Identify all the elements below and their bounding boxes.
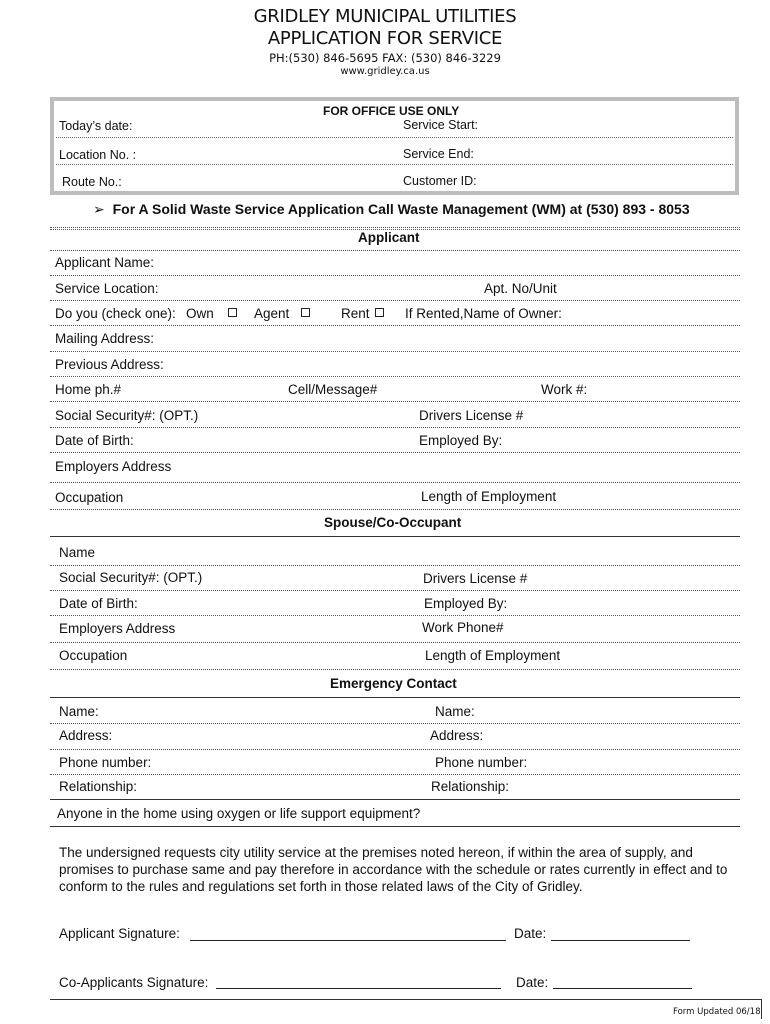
emergency-name-2-field[interactable]: Name: xyxy=(435,704,475,719)
spouse-dob-field[interactable]: Date of Birth: xyxy=(59,596,138,611)
cell-phone-field[interactable]: Cell/Message# xyxy=(288,382,378,397)
emergency-phone-2-field[interactable]: Phone number: xyxy=(435,755,528,770)
service-location-field[interactable]: Service Location: xyxy=(55,281,159,296)
drivers-license-field[interactable]: Drivers License # xyxy=(419,408,524,423)
previous-address-field[interactable]: Previous Address: xyxy=(55,357,164,372)
length-employment-field[interactable]: Length of Employment xyxy=(421,489,557,504)
emergency-address-1-field[interactable]: Address: xyxy=(59,728,113,743)
rent-label: Rent xyxy=(341,306,370,321)
service-end-field[interactable]: Service End: xyxy=(403,147,474,161)
spouse-length-employment-field[interactable]: Length of Employment xyxy=(425,648,561,663)
spouse-employers-address-field[interactable]: Employers Address xyxy=(59,621,176,636)
applicant-name-field[interactable]: Applicant Name: xyxy=(55,255,155,270)
solid-waste-notice xyxy=(93,201,690,218)
own-checkbox[interactable] xyxy=(228,308,237,317)
employers-address-field[interactable]: Employers Address xyxy=(55,459,172,474)
form-updated-footer: Form Updated 06/18 xyxy=(673,1007,761,1017)
form-title: GRIDLEY MUNICIPAL UTILITIES xyxy=(253,6,517,27)
agent-label: Agent xyxy=(254,306,290,321)
agent-checkbox[interactable] xyxy=(301,308,310,317)
co-applicant-date-label: Date: xyxy=(516,975,549,990)
emergency-relationship-2-field[interactable]: Relationship: xyxy=(431,779,510,794)
employed-by-field[interactable]: Employed By: xyxy=(419,433,503,448)
applicant-date-label: Date: xyxy=(514,926,547,941)
applicant-signature-line[interactable] xyxy=(190,940,506,941)
todays-date-field[interactable]: Today’s date: xyxy=(59,119,133,133)
emergency-heading: Emergency Contact xyxy=(330,676,457,691)
arrow-bullet-icon: ➢ xyxy=(93,201,105,217)
rent-checkbox[interactable] xyxy=(375,308,384,317)
spouse-ssn-field[interactable]: Social Security#: (OPT.) xyxy=(59,570,203,585)
applicant-date-line[interactable] xyxy=(551,940,690,941)
co-applicant-signature-label: Co-Applicants Signature: xyxy=(59,975,209,990)
service-start-field[interactable]: Service Start: xyxy=(403,118,479,132)
emergency-name-1-field[interactable]: Name: xyxy=(59,704,99,719)
spouse-name-field[interactable]: Name xyxy=(59,545,96,560)
customer-id-field[interactable]: Customer ID: xyxy=(403,174,477,188)
co-applicant-date-line[interactable] xyxy=(553,988,692,989)
owner-name-field[interactable]: If Rented,Name of Owner: xyxy=(405,306,562,321)
location-no-field[interactable]: Location No. : xyxy=(59,148,137,162)
agreement-text: The undersigned requests city utility service at the premises noted hereon, if within the area of supply, and promises to purchase same and pay therefore in accordance with the schedule or rates currently in effect and to conform to the rules and regulations set forth in those related laws of the City of Gridley. xyxy=(59,845,728,894)
check-one-label: Do you (check one): xyxy=(55,306,176,321)
spouse-employed-by-field[interactable]: Employed By: xyxy=(424,596,508,611)
website: www.gridley.ca.us xyxy=(340,66,430,77)
own-label: Own xyxy=(186,306,214,321)
applicant-heading: Applicant xyxy=(358,230,420,245)
emergency-phone-1-field[interactable]: Phone number: xyxy=(59,755,152,770)
form-subtitle: APPLICATION FOR SERVICE xyxy=(267,28,503,49)
applicant-signature-label: Applicant Signature: xyxy=(59,926,180,941)
office-use-heading: FOR OFFICE USE ONLY xyxy=(323,104,460,118)
occupation-field[interactable]: Occupation xyxy=(55,490,124,505)
ssn-field[interactable]: Social Security#: (OPT.) xyxy=(55,408,199,423)
notice-text: For A Solid Waste Service Application Call Waste Management (WM) at (530) 893 - 8053 xyxy=(112,201,690,217)
apt-unit-field[interactable]: Apt. No/Unit xyxy=(484,281,557,296)
mailing-address-field[interactable]: Mailing Address: xyxy=(55,331,155,346)
work-phone-field[interactable]: Work #: xyxy=(541,382,588,397)
spouse-work-phone-field[interactable]: Work Phone# xyxy=(422,620,504,635)
contact-numbers: PH:(530) 846-5695 FAX: (530) 846-3229 xyxy=(269,51,501,65)
dob-field[interactable]: Date of Birth: xyxy=(55,433,134,448)
route-no-field[interactable]: Route No.: xyxy=(62,175,122,189)
emergency-address-2-field[interactable]: Address: xyxy=(430,728,484,743)
spouse-occupation-field[interactable]: Occupation xyxy=(59,648,128,663)
oxygen-question-field[interactable]: Anyone in the home using oxygen or life support equipment? xyxy=(57,806,421,821)
spouse-drivers-license-field[interactable]: Drivers License # xyxy=(423,571,528,586)
emergency-relationship-1-field[interactable]: Relationship: xyxy=(59,779,138,794)
spouse-heading: Spouse/Co-Occupant xyxy=(324,515,462,530)
co-applicant-signature-line[interactable] xyxy=(216,988,501,989)
home-phone-field[interactable]: Home ph.# xyxy=(55,382,122,397)
